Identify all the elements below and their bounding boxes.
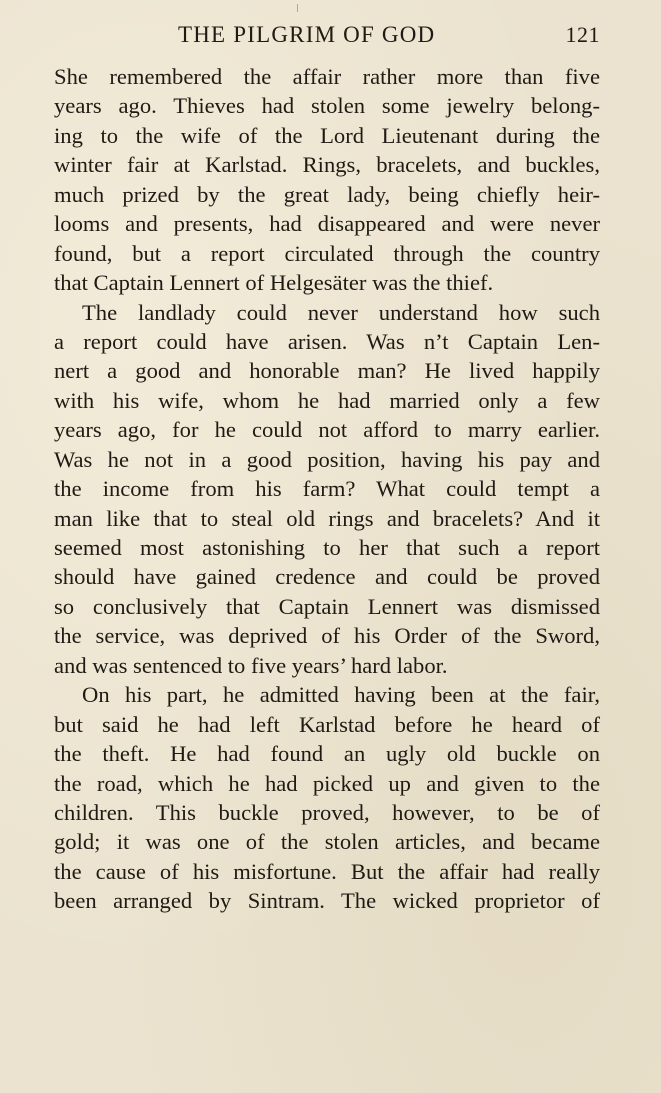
paper-speck — [297, 4, 298, 12]
text-line: the theft. He had found an ugly old buckle on — [54, 741, 600, 767]
text-line: the road, which he had picked up and given to the — [54, 770, 600, 796]
text-line: children. This buckle proved, however, to be of — [54, 799, 600, 825]
text-line: years ago, for he could not afford to marry earlier. — [54, 417, 600, 443]
text-line: the service, was deprived of his Order of the Sword, — [54, 623, 600, 649]
text-line: years ago. Thieves had stolen some jewelry belong- — [54, 93, 600, 119]
running-title: THE PILGRIM OF GOD — [178, 22, 436, 47]
text-line: and was sentenced to five years’ hard labor. — [54, 652, 448, 678]
text-line: been arranged by Sintram. The wicked proprietor of — [54, 888, 600, 914]
running-head — [54, 20, 600, 50]
text-line: so conclusively that Captain Lennert was dismissed — [54, 593, 600, 619]
text-line: that Captain Lennert of Helgesäter was the thief. — [54, 270, 494, 296]
body-text — [54, 62, 600, 916]
text-line: with his wife, whom he had married only a few — [54, 387, 600, 413]
text-line: the cause of his misfortune. But the affair had really — [54, 858, 600, 884]
text-line: found, but a report circulated through the country — [54, 240, 600, 266]
text-line: seemed most astonishing to her that such a report — [54, 535, 600, 560]
text-line: much prized by the great lady, being chiefly heir- — [54, 181, 600, 207]
text-line: the income from his farm? What could tempt a — [54, 476, 600, 502]
text-line: ing to the wife of the Lord Lieutenant during the — [54, 122, 600, 148]
page-number: 121 — [565, 22, 600, 47]
text-line: man like that to steal old rings and bracelets? And it — [54, 505, 600, 531]
text-line: Was he not in a good position, having his pay and — [54, 446, 600, 472]
text-line: looms and presents, had disappeared and were never — [54, 211, 600, 237]
paragraph-first-line: On his part, he admitted having been at the fair, — [82, 682, 600, 708]
text-line: but said he had left Karlstad before he heard of — [54, 711, 600, 737]
text-line: winter fair at Karlstad. Rings, bracelets, and buckles, — [54, 152, 600, 178]
paragraph-first-line: The landlady could never understand how such — [82, 299, 600, 325]
text-line: She remembered the affair rather more than five — [54, 64, 600, 89]
text-line: a report could have arisen. Was n’t Captain Len- — [54, 328, 600, 354]
text-line: should have gained credence and could be proved — [54, 564, 600, 590]
text-line: gold; it was one of the stolen articles, and became — [54, 829, 600, 855]
text-line: nert a good and honorable man? He lived happily — [54, 358, 600, 384]
